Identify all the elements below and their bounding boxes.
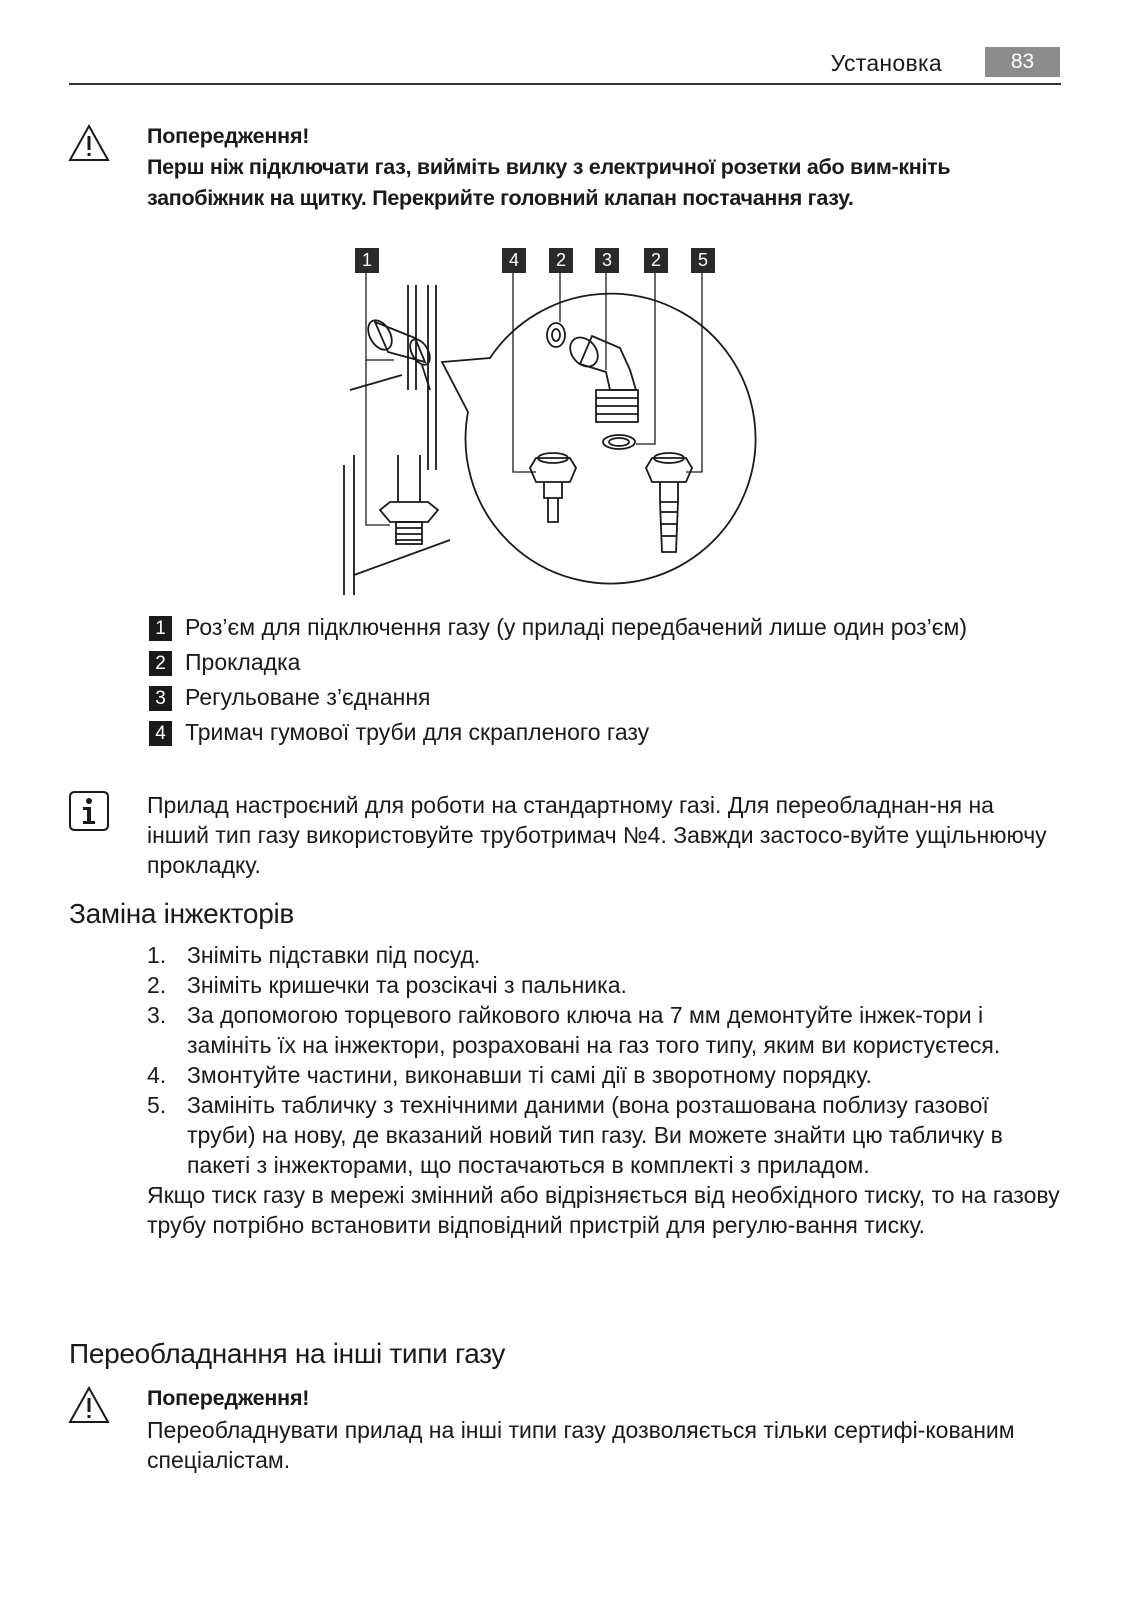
figure-tag: 3 [595, 248, 619, 273]
legend-item [149, 682, 1049, 712]
legend-item [149, 717, 1049, 747]
figure-tag: 2 [644, 248, 668, 273]
step-text: За допомогою торцевого гайкового ключа на 7 мм демонтуйте інжек-тори і замініть їх на інжектори, розраховані на газ того типу, яким ви користуєтеся. [187, 1002, 1001, 1058]
figure-tag: 4 [502, 248, 526, 273]
section-heading: Переобладнання на інші типи газу [69, 1338, 506, 1369]
info-icon [68, 790, 110, 832]
warning-title: Попередження! [147, 1386, 310, 1410]
step-text: Зніміть кришечки та розсікачі з пальника. [187, 972, 627, 998]
warning-text: Перш ніж підключати газ, вийміть вилку з електричної розетки або вим-кніть запобіжник на щитку. Перекрийте головний клапан постачання газу. [147, 155, 951, 210]
legend-number: 3 [149, 686, 172, 711]
step-number: 5. [147, 1092, 167, 1118]
section-heading: Заміна інжекторів [69, 898, 294, 929]
legend-text: Прокладка [185, 649, 301, 675]
step-number: 3. [147, 1002, 167, 1028]
step-item [147, 970, 1062, 1000]
step-item [147, 1060, 1062, 1090]
legend-text: Роз’єм для підключення газу (у приладі передбачений лише один роз’єм) [185, 614, 967, 640]
step-number: 4. [147, 1062, 167, 1088]
step-number: 2. [147, 972, 167, 998]
step-item [147, 1000, 1062, 1060]
warning-text: Переобладнувати прилад на інші типи газу дозволяється тільки сертифі-кованим спеціалістам. [147, 1417, 1015, 1473]
steps-list [147, 940, 1062, 1240]
info-note: Прилад настроєний для роботи на стандартному газі. Для переобладнан-ня на інший тип газу використовуйте труботримач №4. Завжди застосо-вуйте ущільнюючу прокладку. [147, 792, 1047, 878]
step-text: Змонтуйте частини, виконавши ті самі дії в зворотному порядку. [187, 1062, 872, 1088]
legend-item [149, 647, 1049, 677]
page-number: 83 [985, 47, 1060, 77]
legend-item [149, 612, 1049, 642]
step-item [147, 1090, 1062, 1180]
step-text: Замініть табличку з технічними даними (вона розташована поблизу газової труби) на нову, де вказаний новий тип газу. Ви можете знайти цю табличку в пакеті з інжекторами, що постачаються в комплекті з приладом. [187, 1092, 1003, 1178]
legend-number: 4 [149, 721, 172, 746]
step-number: 1. [147, 942, 167, 968]
warning-triangle-icon [68, 1386, 110, 1424]
figure-tag: 5 [691, 248, 715, 273]
warning-triangle-icon [68, 124, 110, 162]
header-section-title: Установка [830, 50, 942, 76]
step-text: Зніміть підставки під посуд. [187, 942, 481, 968]
step-item [147, 940, 1062, 970]
warning-title: Попередження! [147, 124, 310, 148]
pressure-note: Якщо тиск газу в мережі змінний або відрізняється від необхідного тиску, то на газову трубу потрібно встановити відповідний пристрій для регулю-вання тиску. [147, 1182, 1060, 1238]
gas-connection-diagram [330, 240, 795, 605]
figure-tag: 1 [355, 248, 379, 273]
figure-tag: 2 [549, 248, 573, 273]
legend-number: 1 [149, 616, 172, 641]
legend-text: Регульоване з’єднання [185, 684, 431, 710]
legend-text: Тримач гумової труби для скрапленого газу [185, 719, 650, 745]
header-rule [69, 83, 1061, 85]
legend-number: 2 [149, 651, 172, 676]
figure-legend [149, 612, 1049, 752]
